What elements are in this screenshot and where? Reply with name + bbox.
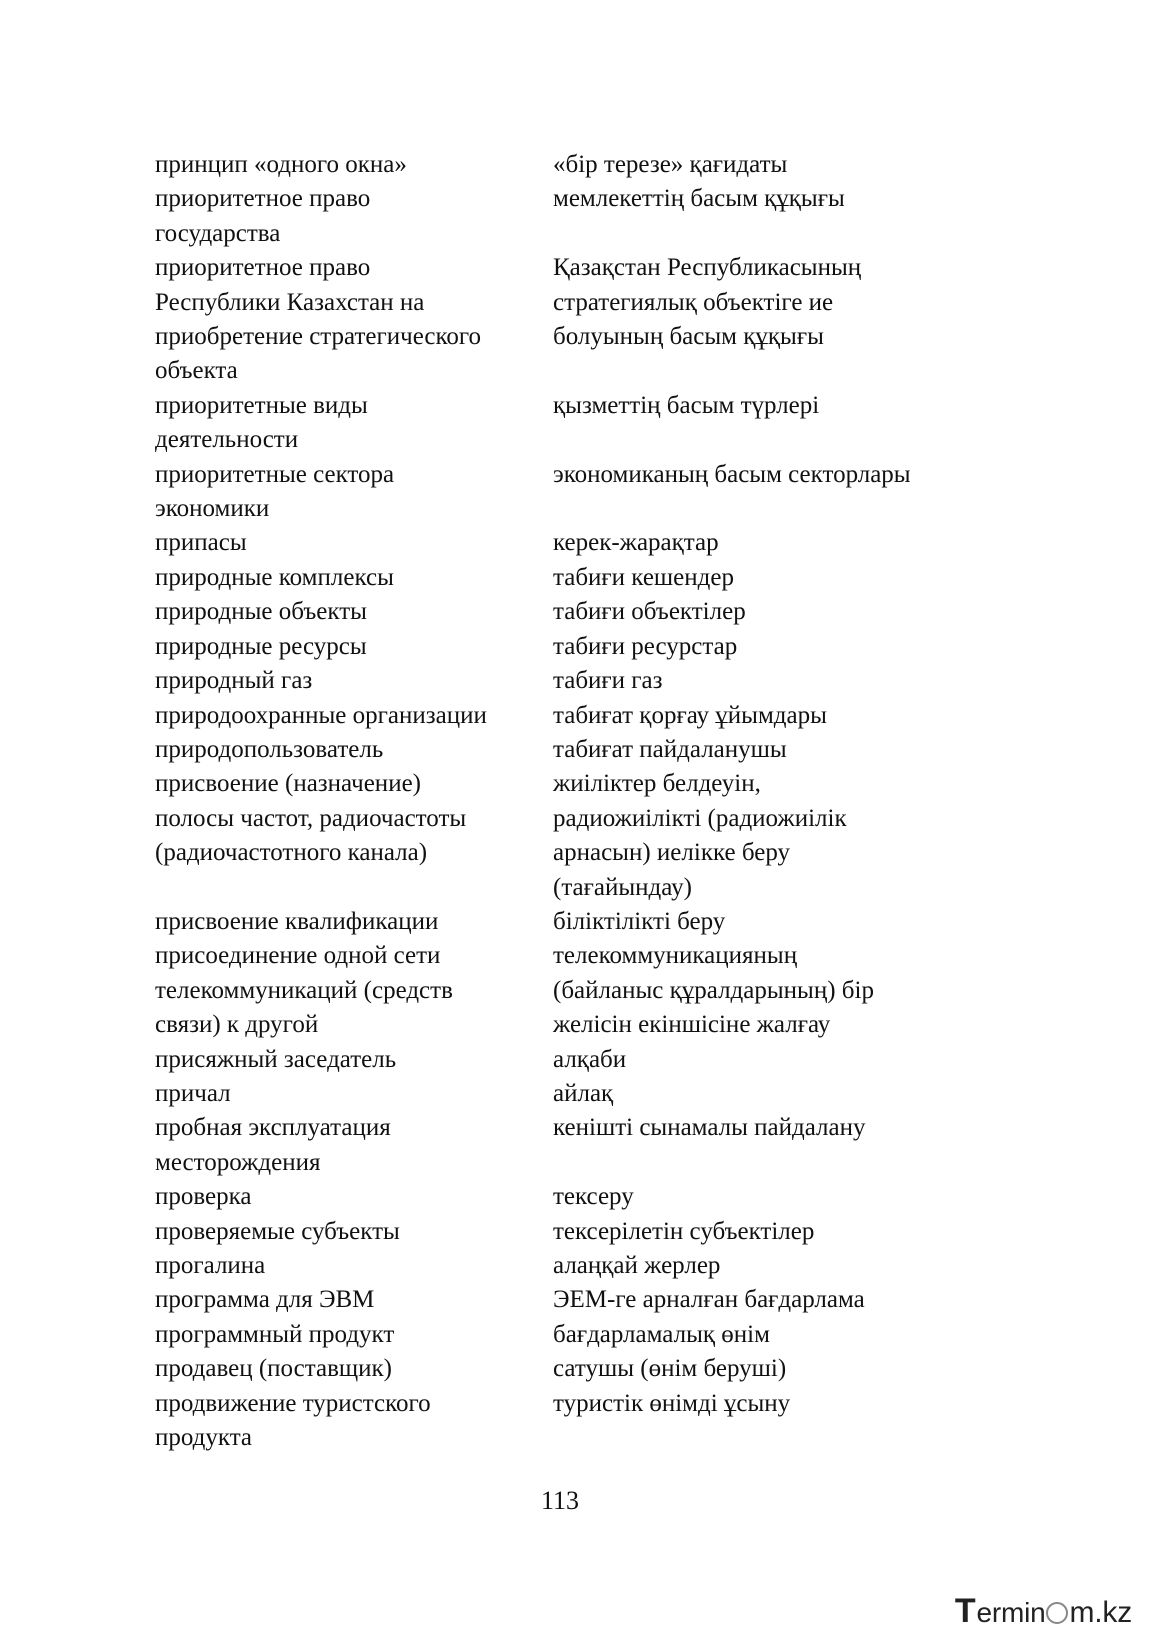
term-russian: природоохранные организации	[155, 701, 487, 729]
term-russian: присяжный заседатель	[155, 1045, 397, 1073]
term-russian: природопользователь	[155, 735, 384, 763]
term-russian: приоритетные сектора экономики	[155, 460, 395, 523]
term-russian: пробная эксплуатация месторождения	[155, 1114, 391, 1176]
glossary-entry	[155, 1077, 1015, 1111]
term-kazakh: алқаби	[553, 1045, 627, 1073]
term-kazakh: қызметтің басым түрлері	[553, 391, 820, 419]
glossary-entry	[155, 630, 1015, 664]
term-russian: присвоение (назначение) полосы частот, радиочастоты (радиочастотного канала)	[155, 770, 467, 867]
term-russian: припасы	[155, 529, 247, 557]
term-russian: присоединение одной сети телекоммуникаций (средств связи) к другой	[155, 942, 453, 1039]
glossary-entry	[155, 905, 1015, 939]
glossary-entry	[155, 526, 1015, 560]
glossary-entry	[155, 664, 1015, 698]
term-kazakh: табиғи кешендер	[553, 563, 734, 591]
glossary-entry	[155, 458, 1015, 527]
term-kazakh: тексеру	[553, 1183, 634, 1211]
glossary-entry	[155, 1387, 1015, 1456]
glossary-entry	[155, 561, 1015, 595]
term-kazakh: айлақ	[553, 1079, 614, 1107]
term-kazakh: телекоммуникацияның (байланыс құралдарының) бір желісін екіншісіне жалғау	[553, 942, 874, 1039]
magnifier-circle-icon	[1046, 1602, 1068, 1624]
term-kazakh: табиғи объектілер	[553, 598, 746, 626]
glossary-entry	[155, 733, 1015, 767]
term-kazakh: мемлекеттің басым құқығы	[553, 185, 845, 213]
term-russian: прогалина	[155, 1252, 266, 1279]
glossary-entry	[155, 1180, 1015, 1214]
term-russian: программный продукт	[155, 1320, 395, 1348]
term-kazakh: туристік өнімді ұсыну	[553, 1389, 791, 1417]
term-kazakh: экономиканың басым секторлары	[553, 460, 911, 488]
term-kazakh: табиғат пайдаланушы	[553, 735, 787, 763]
watermark-body: ermin	[976, 1597, 1046, 1628]
term-kazakh: тексерілетін субъектілер	[553, 1217, 815, 1245]
term-russian: продвижение туристского продукта	[155, 1389, 431, 1452]
glossary-entry	[155, 1283, 1015, 1317]
term-kazakh: сатушы (өнім беруші)	[553, 1355, 787, 1383]
glossary-entry	[155, 699, 1015, 733]
glossary-entry	[155, 1352, 1015, 1386]
term-kazakh: «бір терезе» қағидаты	[553, 151, 788, 178]
watermark-initial: T	[954, 1592, 976, 1630]
page-number: 113	[540, 1486, 580, 1515]
term-kazakh: Қазақстан Республикасының стратегиялық объектіге ие болуының басым құқығы	[553, 254, 862, 351]
term-kazakh: жиіліктер белдеуін, радиожиілікті (радиожиілік арнасын) иелікке беру (тағайындау)	[553, 770, 847, 901]
watermark-tail: m.kz	[1069, 1596, 1132, 1629]
term-russian: принцип «одного окна»	[155, 151, 407, 178]
glossary-entry	[155, 1043, 1015, 1077]
term-russian: причал	[155, 1079, 231, 1107]
term-russian: программа для ЭВМ	[155, 1286, 375, 1314]
glossary-entry	[155, 767, 1015, 905]
glossary-entry	[155, 1215, 1015, 1249]
term-russian: приоритетные виды деятельности	[155, 391, 368, 454]
glossary-entry	[155, 148, 1015, 182]
term-kazakh: біліктілікті беру	[553, 907, 726, 935]
term-kazakh: бағдарламалық өнім	[553, 1320, 770, 1348]
termincom-watermark-logo	[955, 1594, 1132, 1630]
term-kazakh: алаңқай жерлер	[553, 1252, 721, 1279]
term-kazakh: табиғат қорғау ұйымдары	[553, 701, 827, 729]
glossary-entries	[155, 148, 1015, 1455]
term-russian: приоритетное право Республики Казахстан на приобретение стратегического объекта	[155, 254, 482, 385]
glossary-entry	[155, 939, 1015, 1042]
glossary-entry	[155, 1111, 1015, 1180]
term-kazakh: кеніштi сынамалы пайдалану	[553, 1114, 866, 1142]
term-russian: проверка	[155, 1183, 252, 1211]
term-russian: продавец (поставщик)	[155, 1355, 393, 1383]
term-russian: природные ресурсы	[155, 632, 367, 660]
term-kazakh: керек-жарақтар	[553, 529, 719, 557]
glossary-entry	[155, 251, 1015, 389]
term-russian: приоритетное право государства	[155, 185, 371, 247]
term-kazakh: табиғи ресурстар	[553, 632, 738, 660]
term-russian: природные объекты	[155, 598, 367, 626]
term-russian: присвоение квалификации	[155, 907, 439, 935]
term-kazakh: ЭЕМ-ге арналған бағдарлама	[553, 1286, 865, 1314]
glossary-entry	[155, 1318, 1015, 1352]
glossary-entry	[155, 595, 1015, 629]
term-russian: природный газ	[155, 667, 313, 695]
term-kazakh: табиғи газ	[553, 667, 663, 695]
term-russian: природные комплексы	[155, 563, 394, 591]
glossary-entry	[155, 389, 1015, 458]
term-russian: проверяемые субъекты	[155, 1217, 400, 1245]
glossary-entry	[155, 182, 1015, 251]
glossary-entry	[155, 1249, 1015, 1283]
